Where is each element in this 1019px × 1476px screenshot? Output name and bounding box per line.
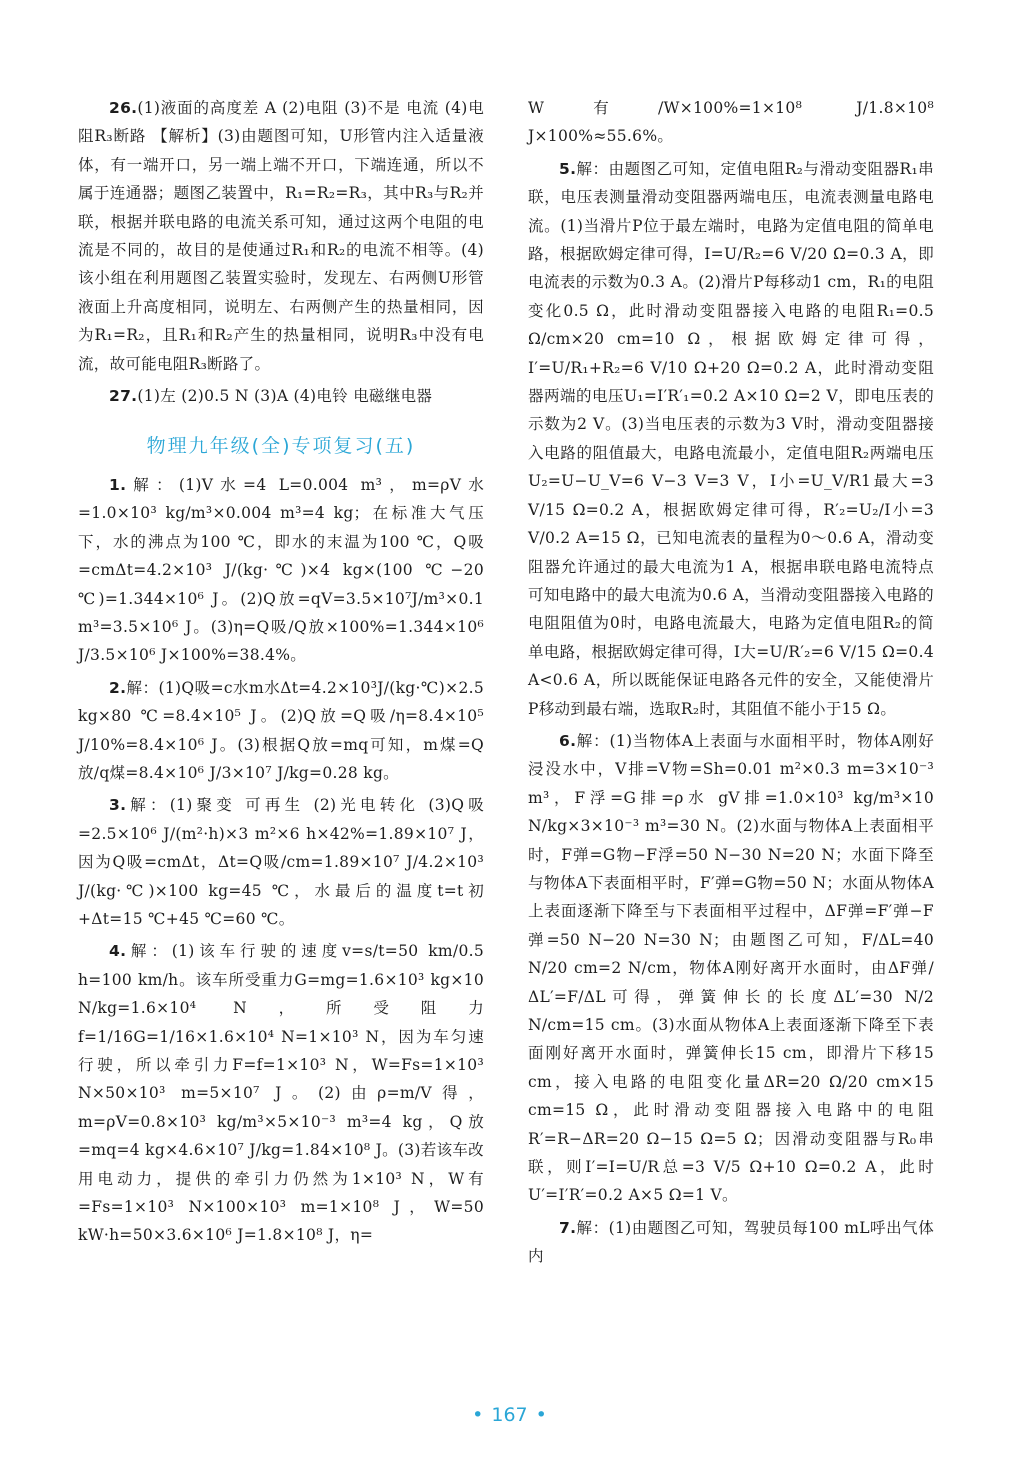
- problem-5: 5.解：由题图乙可知，定值电阻R₂与滑动变阻器R₁串联，电压表测量滑动变阻器两端电压，电流表测量电路电流。(1)当滑片P位于最左端时，电路为定值电阻的简单电路，根据欧姆定律可得，I=U/R₂=6 V/20 Ω=0.3 A，即电流表的示数为0.3 A。(2)滑片P每移动1 cm，R₁的电阻变化0.5 Ω，此时滑动变阻器接入电路的电阻R₁=0.5 Ω/cm×20 cm=10 Ω，根据欧姆定律可得，I′=U/R₁+R₂=6 V/10 Ω+20 Ω=0.2 A，此时滑动变阻器两端的电压U₁=I′R′₁=0.2 A×10 Ω=2 V，即电压表的示数为2 V。(3)当电压表的示数为3 V时，滑动变阻器接入电路的阻值最大，电路电流最小，定值电阻R₂两端电压U₂=U−U_V=6 V−3 V=3 V，I小=U_V/R1最大=3 V/15 Ω=0.2 A，根据欧姆定律可得，R′₂=U₂/I小=3 V/0.2 A=15 Ω，已知电流表的量程为0～0.6 A，滑动变阻器允许通过的最大电流为1 A，根据串联电路电流特点可知电路中的最大电流为0.6 A，当滑动变阻器接入电路的电阻阻值为0时，电路电流最大，电路为定值电阻R₂的简单电路，根据欧姆定律可得，I大=U/R′₂=6 V/15 Ω=0.4 A<0.6 A，所以既能保证电路各元件的安全，又能使滑片P移动到最右端，选取R₂时，其阻值不能小于15 Ω。: [528, 159, 934, 718]
- problem-3: 3.解：(1)聚变 可再生 (2)光电转化 (3)Q吸=2.5×10⁶ J/(m²·h)×3 m²×6 h×42%=1.89×10⁷ J，因为Q吸=cmΔt，Δt=Q吸/cm=1.89×10⁷ J/4.2×10³ J/(kg·℃)×100 kg=45 ℃，水最后的温度t=t初+Δt=15 ℃+45 ℃=60 ℃。: [78, 796, 484, 928]
- page-footer: [0, 1404, 1019, 1426]
- page-number: 167: [491, 1404, 528, 1426]
- problem-1: 1.解：(1)V水=4 L=0.004 m³，m=ρV水=1.0×10³ kg/m³×0.004 m³=4 kg；在标准大气压下，水的沸点为100 ℃，即水的末温为100 ℃，Q吸=cmΔt=4.2×10³ J/(kg·℃)×4 kg×(100 ℃−20 ℃)=1.344×10⁶ J。(2)Q放=qV=3.5×10⁷J/m³×0.1 m³=3.5×10⁶ J。(3)η=Q吸/Q放×100%=1.344×10⁶ J/3.5×10⁶ J×100%=38.4%。: [78, 475, 484, 665]
- problem-2: 2.解：(1)Q吸=c水m水Δt=4.2×10³J/(kg·℃)×2.5 kg×80 ℃=8.4×10⁵ J。(2)Q放=Q吸/η=8.4×10⁵ J/10%=8.4×10⁶ J。(3)根据Q放=mq可知，m煤=Q放/q煤=8.4×10⁶ J/3×10⁷ J/kg=0.28 kg。: [78, 678, 484, 782]
- problem-4: 4.解：(1)该车行驶的速度v=s/t=50 km/0.5 h=100 km/h。该车所受重力G=mg=1.6×10³ kg×10 N/kg=1.6×10⁴ N，所受阻力f=1/16G=1/16×1.6×10⁴ N=1×10³ N，因为车匀速行驶，所以牵引力F=f=1×10³ N，W=Fs=1×10³ N×50×10³ m=5×10⁷ J。(2)由ρ=m/V得，m=ρV=0.8×10³ kg/m³×5×10⁻³ m³=4 kg，Q放=mq=4 kg×4.6×10⁷ J/kg=1.84×10⁸ J。(3)若该车改用电动力，提供的牵引力仍然为1×10³ N，W有=Fs=1×10³ N×100×10³ m=1×10⁸ J，W=50 kW·h=50×3.6×10⁶ J=1.8×10⁸ J，η=: [78, 942, 484, 1245]
- right-column: [528, 94, 934, 1275]
- problem-6: 6.解：(1)当物体A上表面与水面相平时，物体A刚好浸没水中，V排=V物=Sh=0.01 m²×0.3 m=3×10⁻³ m³，F浮=G排=ρ水 gV排=1.0×10³ kg/m³×10 N/kg×3×10⁻³ m³=30 N。(2)水面与物体A上表面相平时，F弹=G物−F浮=50 N−30 N=20 N；水面下降至与物体A下表面相平时，F′弹=G物=50 N；水面从物体A上表面逐渐下降至与下表面相平过程中，ΔF弹=F′弹−F弹=50 N−20 N=30 N；由题图乙可知，F/ΔL=40 N/20 cm=2 N/cm，物体A刚好离开水面时，由ΔF弹/ΔL′=F/ΔL可得，弹簧伸长的长度ΔL′=30 N/2 N/cm=15 cm。(3)水面从物体A上表面逐渐下降至下表面刚好离开水面时，弹簧伸长15 cm，即滑片下移15 cm，接入电路的电阻变化量ΔR=20 Ω/20 cm×15 cm=15 Ω，此时滑动变阻器接入电路中的电阻R′=R−ΔR=20 Ω−15 Ω=5 Ω；因滑动变阻器与R₀串联，则I′=I=U/R总=3 V/5 Ω+10 Ω=0.2 A，此时U′=I′R′=0.2 A×5 Ω=1 V。: [528, 731, 934, 1205]
- problem-4-continued: W有/W×100%=1×10⁸ J/1.8×10⁸ J×100%≈55.6%。: [528, 99, 934, 146]
- left-column: [78, 94, 484, 1254]
- section-title: 物理九年级(全)专项复习(五): [146, 435, 416, 458]
- bullet-dot-icon: •: [535, 1404, 547, 1426]
- bullet-dot-icon: •: [472, 1404, 484, 1426]
- answer-26: 26.(1)液面的高度差 A (2)电阻 (3)不是 电流 (4)电阻R₃断路 【解析】(3)由题图可知，U形管内注入适量液体，有一端开口，另一端上端不开口，下端连通，所以不属于连通器；题图乙装置中，R₁=R₂=R₃，其中R₃与R₂并联，根据并联电路的电流关系可知，通过这两个电阻的电流是不同的，故目的是使通过R₁和R₂的电流不相等。(4)该小组在利用题图乙装置实验时，发现左、右两侧U形管液面上升高度相同，说明左、右两侧产生的热量相同，因为R₁=R₂，且R₁和R₂产生的热量相同，说明R₃中没有电流，故可能电阻R₃断路了。: [78, 99, 484, 373]
- problem-7: 7.解：(1)由题图乙可知，驾驶员每100 mL呼出气体内: [528, 1218, 934, 1266]
- answer-27: 27.(1)左 (2)0.5 N (3)A (4)电铃 电磁继电器: [109, 387, 433, 406]
